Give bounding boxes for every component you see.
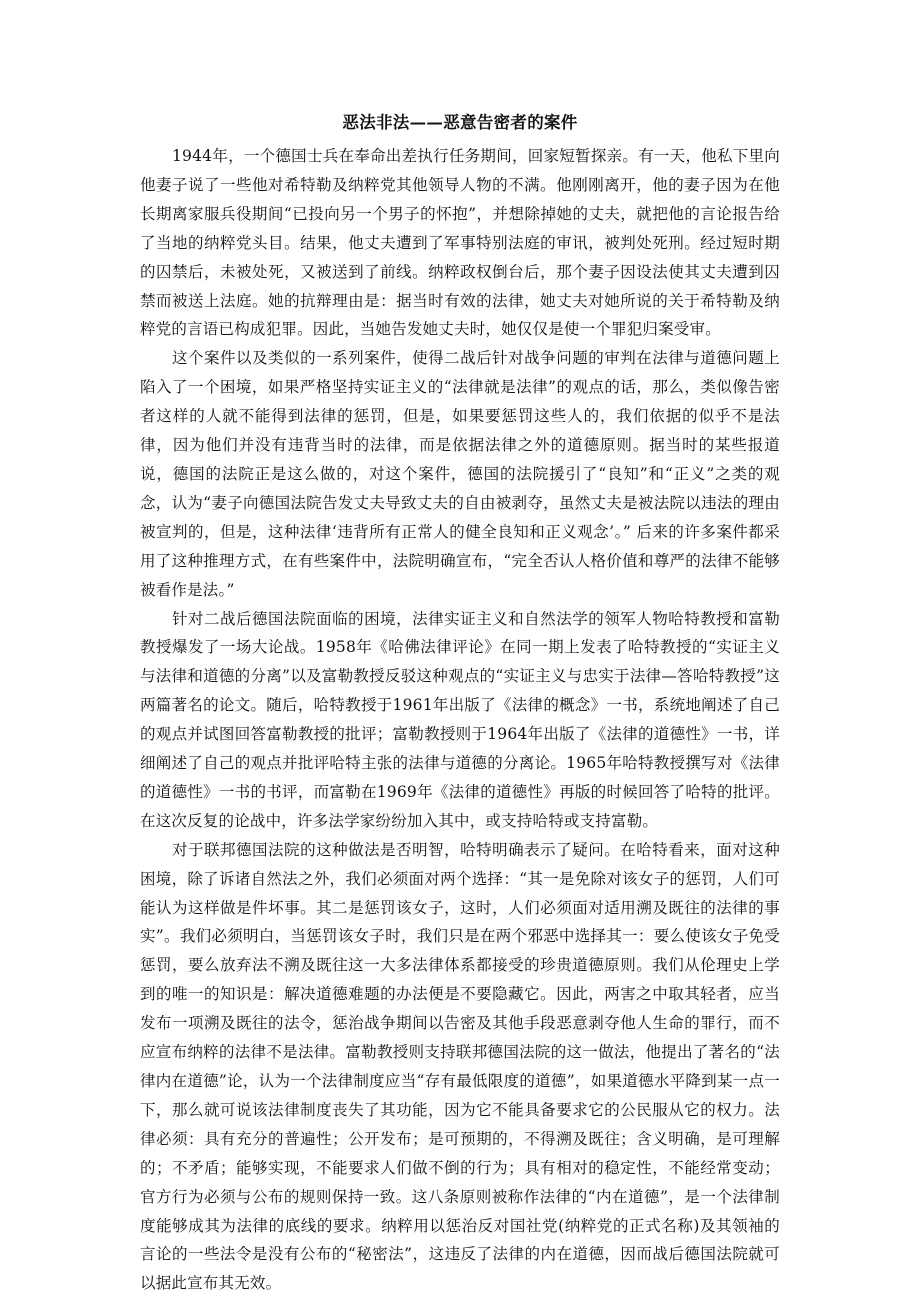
document-title: 恶法非法——恶意告密者的案件 xyxy=(342,113,578,132)
document-body xyxy=(140,110,780,1298)
paragraph-2: 这个案件以及类似的一系列案件，使得二战后针对战争问题的审判在法律与道德问题上陷入了一个困境，如果严格坚持实证主义的“法律就是法律”的观点的话，那么，类似像告密者这样的人就不能得到法律的惩罚，但是，如果要惩罚这些人的，我们依据的似乎不是法律，因为他们并没有违背当时的法律，而是依据法律之外的道德原则。据当时的某些报道说，德国的法院正是这么做的，对这个案件，德国的法院援引了“良知”和“正义”之类的观念，认为“妻子向德国法院告发丈夫导致丈夫的自由被剥夺，虽然丈夫是被法院以违法的理由被宣判的，但是，这种法律‘违背所有正常人的健全良知和正义观念’。” 后来的许多案件都采用了这种推理方式，在有些案件中，法院明确宣布，“完全否认人格价值和尊严的法律不能够被看作是法。” xyxy=(140,349,780,599)
paragraph-4: 对于联邦德国法院的这种做法是否明智，哈特明确表示了疑问。在哈特看来，面对这种困境，除了诉诸自然法之外，我们必须面对两个选择：“其一是免除对该女子的惩罚，人们可能认为这样做是件坏事。其二是惩罚该女子，这时，人们必须面对适用溯及既往的法律的事实”。我们必须明白，当惩罚该女子时，我们只是在两个邪恶中选择其一：要么使该女子免受惩罚，要么放弃法不溯及既往这一大多法律体系都接受的珍贵道德原则。我们从伦理史上学到的唯一的知识是：解决道德难题的办法便是不要隐藏它。因此，两害之中取其轻者，应当发布一项溯及既往的法令，惩治战争期间以告密及其他手段恶意剥夺他人生命的罪行，而不应宣布纳粹的法律不是法律。富勒教授则支持联邦德国法院的这一做法，他提出了著名的“法律内在道德”论，认为一个法律制度应当“存有最低限度的道德”，如果道德水平降到某一点一下，那么就可说该法律制度丧失了其功能，因为它不能具备要求它的公民服从它的权力。法律必须：具有充分的普遍性；公开发布；是可预期的，不得溯及既往；含义明确，是可理解的；不矛盾；能够实现，不能要求人们做不倒的行为；具有相对的稳定性，不能经常变动；官方行为必须与公布的规则保持一致。这八条原则被称作法律的“内在道德”，是一个法律制度能够成其为法律的底线的要求。纳粹用以惩治反对国社党(纳粹党的正式名称)及其领袖的言论的一些法令是没有公布的“秘密法”，这违反了法律的内在道德，因而战后德国法院就可以据此宣布其无效。 xyxy=(140,840,780,1293)
paragraph-3: 针对二战后德国法院面临的困境，法律实证主义和自然法学的领军人物哈特教授和富勒教授爆发了一场大论战。1958年《哈佛法律评论》在同一期上发表了哈特教授的“实证主义与法律和道德的分离”以及富勒教授反驳这种观点的“实证主义与忠实于法律—答哈特教授”这两篇著名的论文。随后，哈特教授于1961年出版了《法律的概念》一书，系统地阐述了自己的观点并试图回答富勒教授的批评；富勒教授则于1964年出版了《法律的道德性》一书，详细阐述了自己的观点并批评哈特主张的法律与道德的分离论。1965年哈特教授撰写对《法律的道德性》一书的书评，而富勒在1969年《法律的道德性》再版的时候回答了哈特的批评。在这次反复的论战中，许多法学家纷纷加入其中，或支持哈特或支持富勒。 xyxy=(140,609,780,830)
paragraph-1: 1944年，一个德国士兵在奉命出差执行任务期间，回家短暂探亲。有一天，他私下里向他妻子说了一些他对希特勒及纳粹党其他领导人物的不满。他刚刚离开，他的妻子因为在他长期离家服兵役期间“已投向另一个男子的怀抱”，并想除掉她的丈夫，就把他的言论报告给了当地的纳粹党头目。结果，他丈夫遭到了军事特别法庭的审讯，被判处死刑。经过短时期的囚禁后，未被处死，又被送到了前线。纳粹政权倒台后，那个妻子因设法使其丈夫遭到囚禁而被送上法庭。她的抗辩理由是：据当时有效的法律，她丈夫对她所说的关于希特勒及纳粹党的言语已构成犯罪。因此，当她告发她丈夫时，她仅仅是使一个罪犯归案受审。 xyxy=(140,147,780,339)
